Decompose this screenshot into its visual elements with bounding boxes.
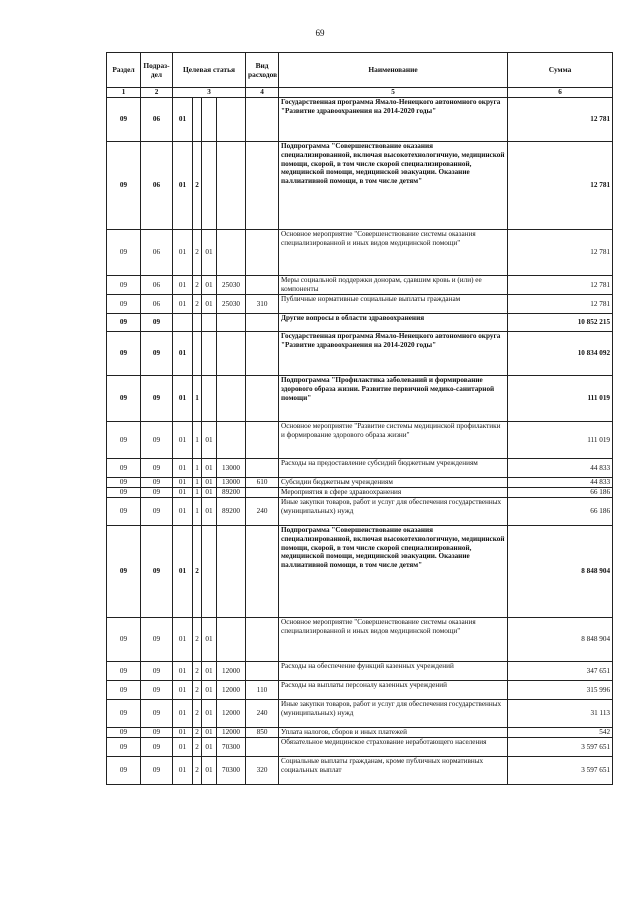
- razdel-cell: 09: [107, 526, 141, 618]
- sum-cell: 315 996: [508, 681, 613, 700]
- expense-type-cell: 610: [246, 478, 279, 488]
- name-cell: Меры социальной поддержки донорам, сдавшим кровь и (или) ее компоненты: [279, 276, 508, 295]
- event-cell: 01: [202, 662, 217, 681]
- table-row: [107, 662, 613, 681]
- direction-cell: 12000: [217, 728, 246, 738]
- sum-cell: 347 651: [508, 662, 613, 681]
- sum-cell: 542: [508, 728, 613, 738]
- razdel-cell: 09: [107, 478, 141, 488]
- header-expense-type: Вид расходов: [246, 53, 279, 88]
- podrazdel-cell: 06: [141, 295, 173, 314]
- name-cell: Уплата налогов, сборов и иных платежей: [279, 728, 508, 738]
- razdel-cell: 09: [107, 681, 141, 700]
- podrazdel-cell: 09: [141, 700, 173, 728]
- subprogram-cell: 2: [193, 142, 202, 230]
- sum-cell: 3 597 651: [508, 757, 613, 785]
- subprogram-cell: [193, 314, 202, 332]
- column-number: 2: [141, 88, 173, 98]
- subprogram-cell: 2: [193, 728, 202, 738]
- program-cell: 01: [173, 422, 193, 459]
- podrazdel-cell: 09: [141, 478, 173, 488]
- event-cell: 01: [202, 295, 217, 314]
- table-row: [107, 276, 613, 295]
- expense-type-cell: 110: [246, 681, 279, 700]
- direction-cell: 89200: [217, 488, 246, 498]
- razdel-cell: 09: [107, 332, 141, 376]
- sum-cell: 66 186: [508, 488, 613, 498]
- subprogram-cell: 1: [193, 488, 202, 498]
- sum-cell: 111 019: [508, 422, 613, 459]
- podrazdel-cell: 09: [141, 488, 173, 498]
- table-row: [107, 488, 613, 498]
- name-cell: Государственная программа Ямало-Ненецкого автономного округа "Развитие здравоохранения на 2014-2020 годы": [279, 98, 508, 142]
- subprogram-cell: [193, 332, 202, 376]
- name-cell: Обязательное медицинское страхование неработающего населения: [279, 738, 508, 757]
- table-row: [107, 681, 613, 700]
- subprogram-cell: 2: [193, 526, 202, 618]
- column-number: 3: [173, 88, 246, 98]
- event-cell: 01: [202, 681, 217, 700]
- program-cell: 01: [173, 142, 193, 230]
- name-cell: Основное мероприятие "Развитие системы медицинской профилактики и формирование здорового образа жизни": [279, 422, 508, 459]
- table-row: [107, 738, 613, 757]
- podrazdel-cell: 09: [141, 757, 173, 785]
- event-cell: [202, 376, 217, 422]
- podrazdel-cell: 09: [141, 526, 173, 618]
- event-cell: 01: [202, 728, 217, 738]
- program-cell: 01: [173, 459, 193, 478]
- direction-cell: 13000: [217, 478, 246, 488]
- subprogram-cell: 1: [193, 498, 202, 526]
- podrazdel-cell: 06: [141, 276, 173, 295]
- table-row: [107, 459, 613, 478]
- name-cell: Подпрограмма "Совершенствование оказания специализированной, включая высокотехнологичную, медицинской помощи, скорой, в том числе скорой специализированной, медицинской помощи, медицинской эвакуации. Оказание паллиативной помощи, в том числе детям": [279, 142, 508, 230]
- event-cell: [202, 314, 217, 332]
- table-row: [107, 526, 613, 618]
- razdel-cell: 09: [107, 276, 141, 295]
- table-row: [107, 295, 613, 314]
- razdel-cell: 09: [107, 738, 141, 757]
- event-cell: 01: [202, 230, 217, 276]
- event-cell: 01: [202, 488, 217, 498]
- direction-cell: [217, 422, 246, 459]
- razdel-cell: 09: [107, 700, 141, 728]
- sum-cell: 111 019: [508, 376, 613, 422]
- name-cell: Субсидии бюджетным учреждениям: [279, 478, 508, 488]
- program-cell: 01: [173, 757, 193, 785]
- podrazdel-cell: 09: [141, 728, 173, 738]
- column-number: 5: [279, 88, 508, 98]
- program-cell: 01: [173, 738, 193, 757]
- razdel-cell: 09: [107, 295, 141, 314]
- subprogram-cell: 2: [193, 738, 202, 757]
- column-number: 1: [107, 88, 141, 98]
- column-number: 4: [246, 88, 279, 98]
- table-row: [107, 422, 613, 459]
- table-row: [107, 757, 613, 785]
- razdel-cell: 09: [107, 459, 141, 478]
- subprogram-cell: 1: [193, 459, 202, 478]
- podrazdel-cell: 06: [141, 230, 173, 276]
- header-sum: Сумма: [508, 53, 613, 88]
- expense-type-cell: [246, 142, 279, 230]
- direction-cell: [217, 332, 246, 376]
- direction-cell: [217, 526, 246, 618]
- table-row: [107, 98, 613, 142]
- table-row: [107, 230, 613, 276]
- expense-type-cell: [246, 332, 279, 376]
- podrazdel-cell: 09: [141, 618, 173, 662]
- name-cell: Расходы на обеспечение функций казенных учреждений: [279, 662, 508, 681]
- podrazdel-cell: 06: [141, 142, 173, 230]
- table-row: [107, 314, 613, 332]
- name-cell: Основное мероприятие "Совершенствование системы оказания специализированной и иных видов медицинской помощи": [279, 618, 508, 662]
- subprogram-cell: 2: [193, 700, 202, 728]
- subprogram-cell: 1: [193, 376, 202, 422]
- expense-type-cell: 310: [246, 295, 279, 314]
- event-cell: 01: [202, 459, 217, 478]
- direction-cell: 13000: [217, 459, 246, 478]
- name-cell: Мероприятия в сфере здравоохранения: [279, 488, 508, 498]
- event-cell: [202, 526, 217, 618]
- program-cell: 01: [173, 498, 193, 526]
- podrazdel-cell: 09: [141, 662, 173, 681]
- expense-type-cell: [246, 618, 279, 662]
- razdel-cell: 09: [107, 757, 141, 785]
- expense-type-cell: [246, 526, 279, 618]
- razdel-cell: 09: [107, 662, 141, 681]
- razdel-cell: 09: [107, 498, 141, 526]
- name-cell: Публичные нормативные социальные выплаты гражданам: [279, 295, 508, 314]
- razdel-cell: 09: [107, 488, 141, 498]
- sum-cell: 12 781: [508, 230, 613, 276]
- name-cell: Государственная программа Ямало-Ненецкого автономного округа "Развитие здравоохранения на 2014-2020 годы": [279, 332, 508, 376]
- subprogram-cell: [193, 98, 202, 142]
- event-cell: [202, 332, 217, 376]
- table-body: [107, 98, 613, 785]
- name-cell: Подпрограмма "Профилактика заболеваний и формирование здорового образа жизни. Развитие первичной медико-санитарной помощи": [279, 376, 508, 422]
- event-cell: 01: [202, 738, 217, 757]
- subprogram-cell: 2: [193, 757, 202, 785]
- sum-cell: 10 852 215: [508, 314, 613, 332]
- podrazdel-cell: 09: [141, 498, 173, 526]
- table-row: [107, 498, 613, 526]
- name-cell: Другие вопросы в области здравоохранения: [279, 314, 508, 332]
- razdel-cell: 09: [107, 314, 141, 332]
- sum-cell: 8 848 904: [508, 618, 613, 662]
- podrazdel-cell: 09: [141, 459, 173, 478]
- expense-type-cell: [246, 230, 279, 276]
- direction-cell: 70300: [217, 757, 246, 785]
- program-cell: 01: [173, 276, 193, 295]
- sum-cell: 3 597 651: [508, 738, 613, 757]
- subprogram-cell: 2: [193, 662, 202, 681]
- sum-cell: 66 186: [508, 498, 613, 526]
- sum-cell: 10 834 092: [508, 332, 613, 376]
- sum-cell: 44 833: [508, 459, 613, 478]
- event-cell: 01: [202, 478, 217, 488]
- program-cell: 01: [173, 728, 193, 738]
- table-row: [107, 376, 613, 422]
- event-cell: 01: [202, 700, 217, 728]
- program-cell: [173, 314, 193, 332]
- razdel-cell: 09: [107, 230, 141, 276]
- program-cell: 01: [173, 681, 193, 700]
- expense-type-cell: [246, 422, 279, 459]
- sum-cell: 12 781: [508, 142, 613, 230]
- event-cell: 01: [202, 498, 217, 526]
- event-cell: 01: [202, 757, 217, 785]
- expense-type-cell: [246, 488, 279, 498]
- direction-cell: 12000: [217, 681, 246, 700]
- event-cell: [202, 142, 217, 230]
- direction-cell: [217, 314, 246, 332]
- podrazdel-cell: 06: [141, 98, 173, 142]
- podrazdel-cell: 09: [141, 376, 173, 422]
- direction-cell: [217, 376, 246, 422]
- program-cell: 01: [173, 488, 193, 498]
- table-row: [107, 478, 613, 488]
- expense-type-cell: [246, 276, 279, 295]
- header-row: [107, 53, 613, 88]
- razdel-cell: 09: [107, 98, 141, 142]
- expense-type-cell: [246, 459, 279, 478]
- expense-type-cell: [246, 662, 279, 681]
- page-number: 69: [315, 28, 325, 38]
- table-row: [107, 332, 613, 376]
- header-target-article: Целевая статья: [173, 53, 246, 88]
- direction-cell: [217, 618, 246, 662]
- direction-cell: 89200: [217, 498, 246, 526]
- event-cell: [202, 98, 217, 142]
- name-cell: Основное мероприятие "Совершенствование системы оказания специализированной и иных видов медицинской помощи": [279, 230, 508, 276]
- program-cell: 01: [173, 478, 193, 488]
- name-cell: Иные закупки товаров, работ и услуг для обеспечения государственных (муниципальных) нужд: [279, 498, 508, 526]
- table-row: [107, 142, 613, 230]
- sum-cell: 12 781: [508, 98, 613, 142]
- expense-type-cell: [246, 738, 279, 757]
- name-cell: Расходы на выплаты персоналу казенных учреждений: [279, 681, 508, 700]
- subprogram-cell: 2: [193, 681, 202, 700]
- expense-type-cell: 320: [246, 757, 279, 785]
- subprogram-cell: 2: [193, 618, 202, 662]
- expense-type-cell: [246, 376, 279, 422]
- program-cell: 01: [173, 618, 193, 662]
- expense-type-cell: [246, 98, 279, 142]
- subprogram-cell: 1: [193, 422, 202, 459]
- podrazdel-cell: 09: [141, 314, 173, 332]
- direction-cell: [217, 98, 246, 142]
- sum-cell: 44 833: [508, 478, 613, 488]
- expense-type-cell: 240: [246, 700, 279, 728]
- podrazdel-cell: 09: [141, 681, 173, 700]
- podrazdel-cell: 09: [141, 738, 173, 757]
- column-number-row: [107, 88, 613, 98]
- expense-type-cell: 850: [246, 728, 279, 738]
- direction-cell: 25030: [217, 276, 246, 295]
- name-cell: Социальные выплаты гражданам, кроме публичных нормативных социальных выплат: [279, 757, 508, 785]
- header-razdel: Раздел: [107, 53, 141, 88]
- direction-cell: 12000: [217, 700, 246, 728]
- razdel-cell: 09: [107, 618, 141, 662]
- sum-cell: 31 113: [508, 700, 613, 728]
- subprogram-cell: 2: [193, 230, 202, 276]
- subprogram-cell: 1: [193, 478, 202, 488]
- razdel-cell: 09: [107, 422, 141, 459]
- expense-type-cell: [246, 314, 279, 332]
- razdel-cell: 09: [107, 376, 141, 422]
- program-cell: 01: [173, 332, 193, 376]
- event-cell: 01: [202, 422, 217, 459]
- program-cell: 01: [173, 230, 193, 276]
- direction-cell: 12000: [217, 662, 246, 681]
- table-row: [107, 700, 613, 728]
- razdel-cell: 09: [107, 142, 141, 230]
- sum-cell: 12 781: [508, 295, 613, 314]
- sum-cell: 12 781: [508, 276, 613, 295]
- name-cell: Подпрограмма "Совершенствование оказания специализированной, включая высокотехнологичную, медицинской помощи, скорой, в том числе скорой специализированной, медицинской помощи, медицинской эвакуации. Оказание паллиативной помощи, в том числе детям": [279, 526, 508, 618]
- header-podrazdel: Подраз-дел: [141, 53, 173, 88]
- expense-type-cell: 240: [246, 498, 279, 526]
- column-number: 6: [508, 88, 613, 98]
- budget-table: [106, 52, 613, 785]
- event-cell: 01: [202, 276, 217, 295]
- podrazdel-cell: 09: [141, 332, 173, 376]
- subprogram-cell: 2: [193, 295, 202, 314]
- program-cell: 01: [173, 98, 193, 142]
- podrazdel-cell: 09: [141, 422, 173, 459]
- program-cell: 01: [173, 662, 193, 681]
- name-cell: Иные закупки товаров, работ и услуг для обеспечения государственных (муниципальных) нужд: [279, 700, 508, 728]
- program-cell: 01: [173, 526, 193, 618]
- direction-cell: 25030: [217, 295, 246, 314]
- table-row: [107, 618, 613, 662]
- direction-cell: 70300: [217, 738, 246, 757]
- name-cell: Расходы на предоставление субсидий бюджетным учреждениям: [279, 459, 508, 478]
- sum-cell: 8 848 904: [508, 526, 613, 618]
- table-row: [107, 728, 613, 738]
- event-cell: 01: [202, 618, 217, 662]
- subprogram-cell: 2: [193, 276, 202, 295]
- program-cell: 01: [173, 700, 193, 728]
- program-cell: 01: [173, 295, 193, 314]
- program-cell: 01: [173, 376, 193, 422]
- direction-cell: [217, 142, 246, 230]
- razdel-cell: 09: [107, 728, 141, 738]
- header-name: Наименование: [279, 53, 508, 88]
- direction-cell: [217, 230, 246, 276]
